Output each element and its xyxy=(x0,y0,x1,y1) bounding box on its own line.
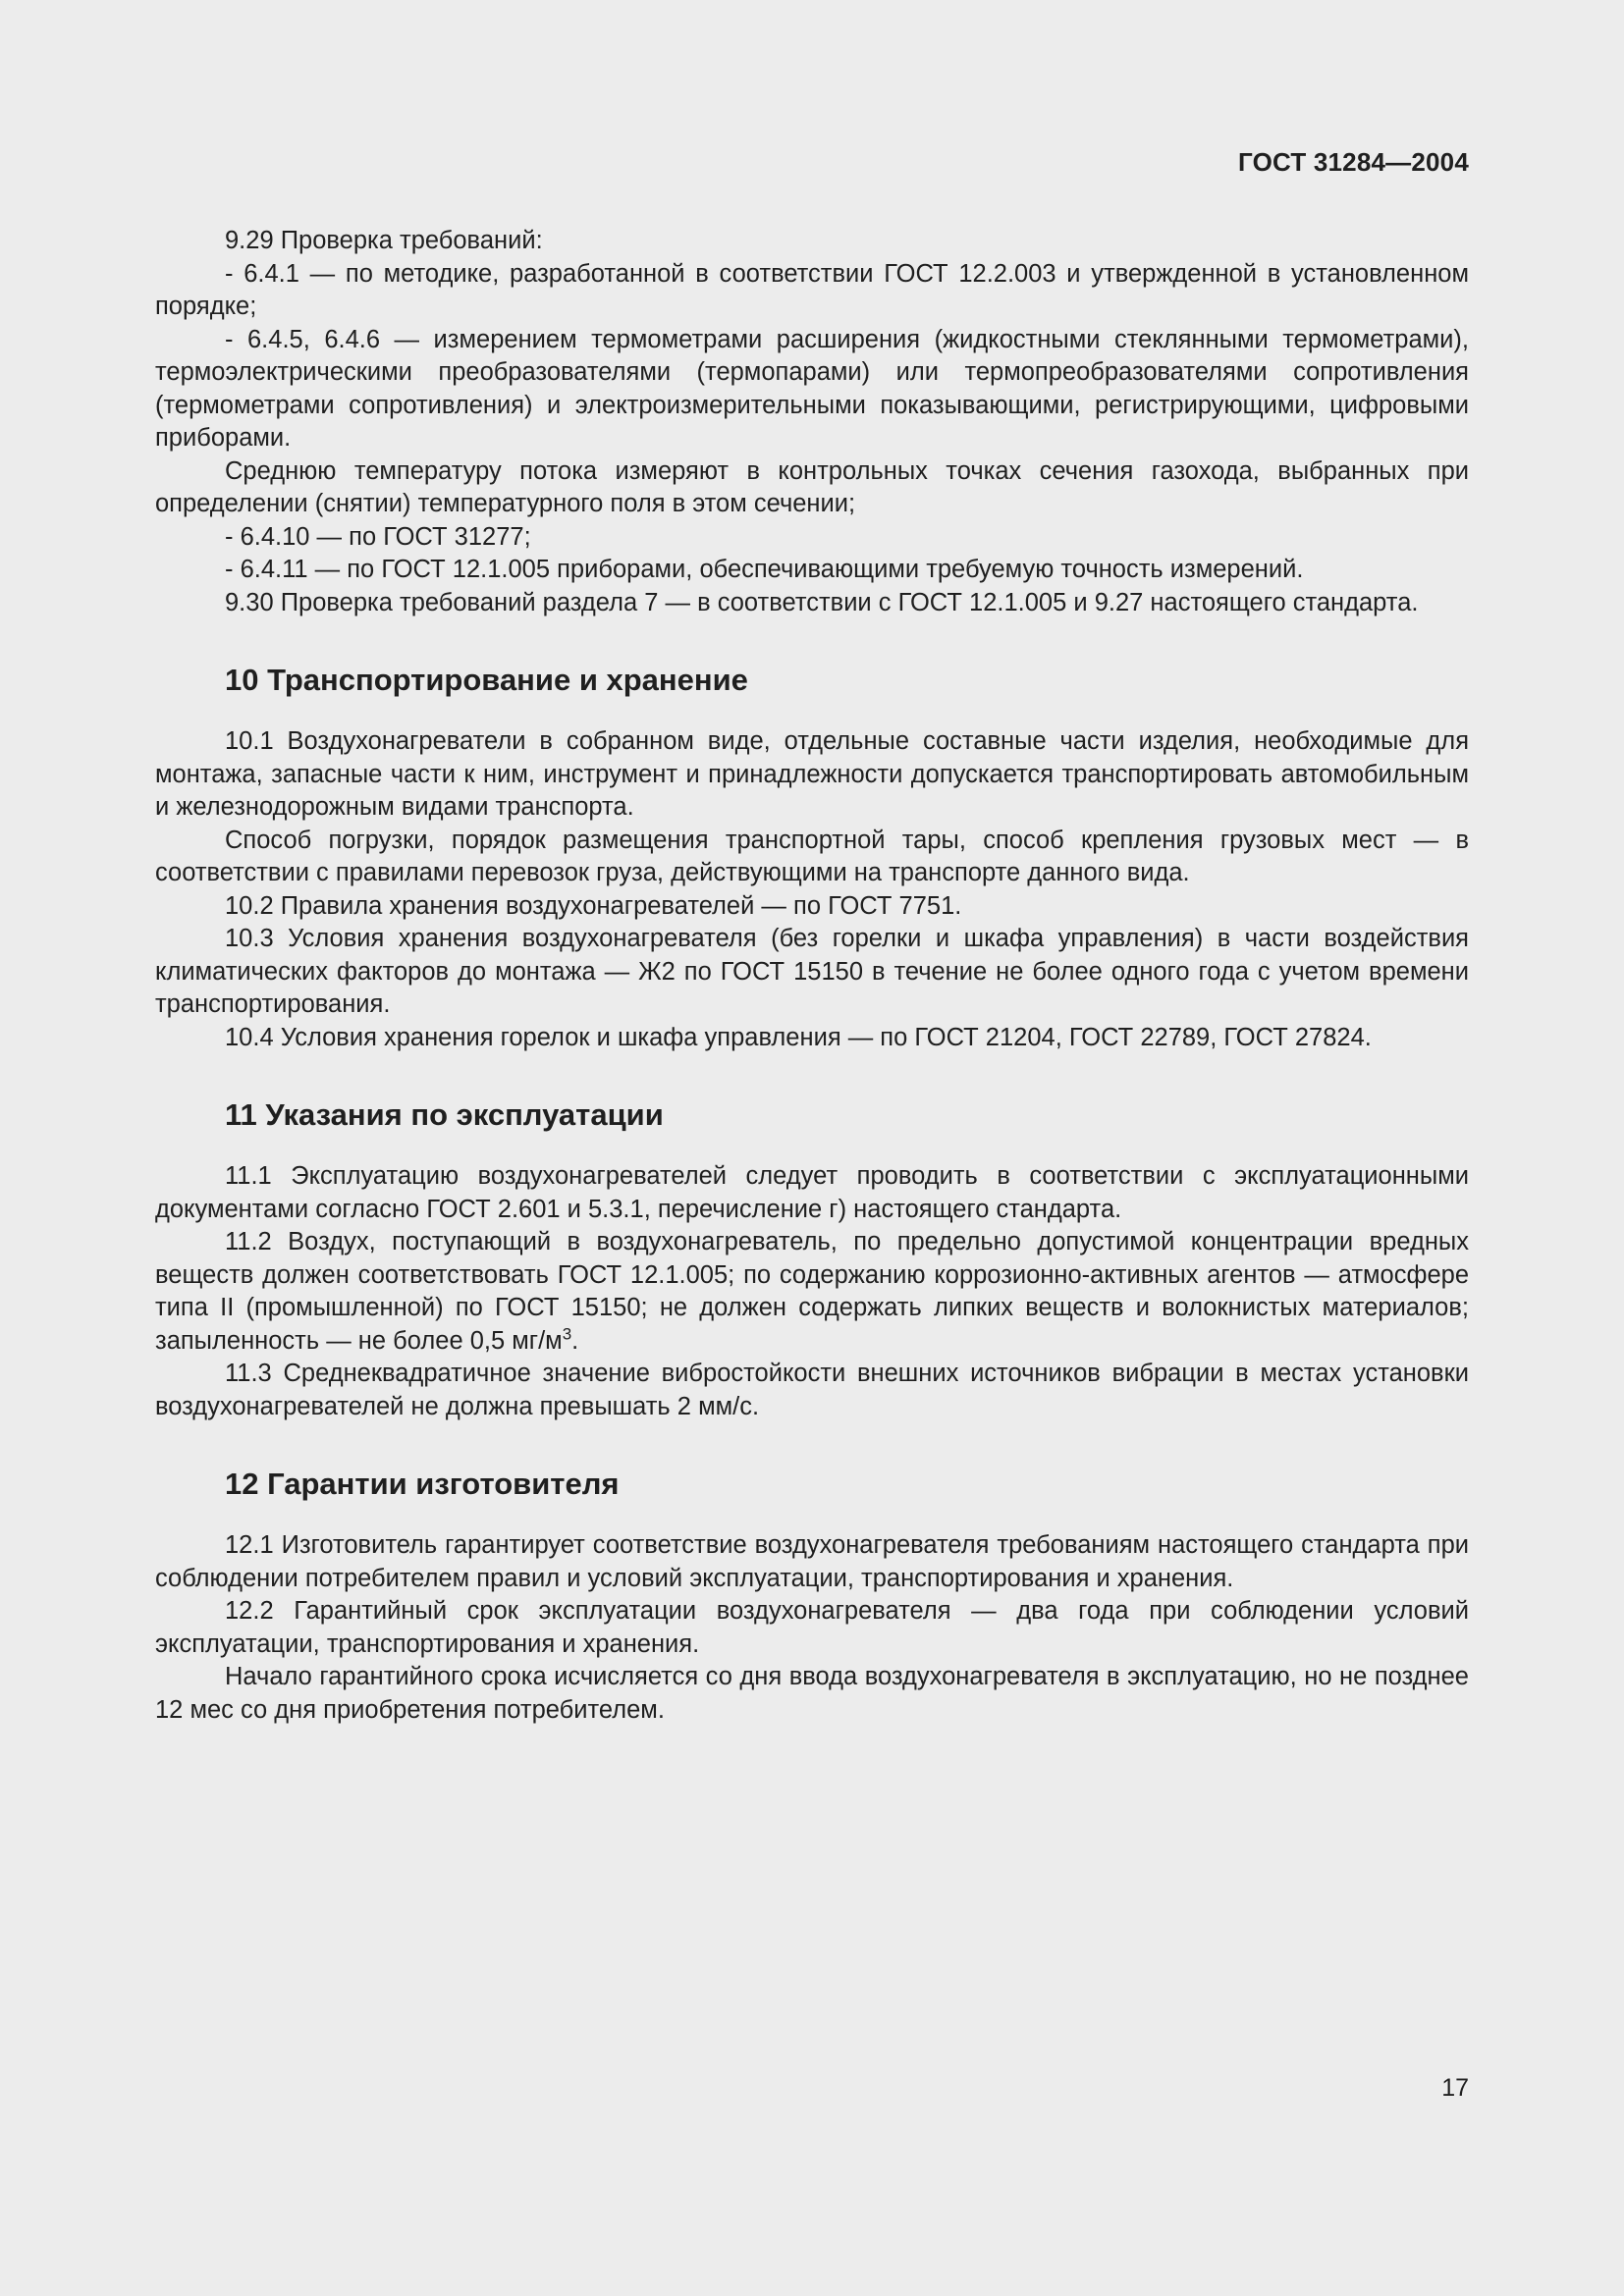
paragraph-12-1: 12.1 Изготовитель гарантирует соответствие воздухонагревателя требованиям настоящего стандарта при соблюдении потребителем правил и условий эксплуатации, транспортирования и хранения. xyxy=(155,1531,1469,1592)
superscript-exponent: 3 xyxy=(562,1324,572,1343)
section-heading-11: 11 Указания по эксплуатации xyxy=(225,1097,664,1132)
paragraph-9-29-item-2: - 6.4.5, 6.4.6 — измерением термометрами расширения (жидкостными стеклянными термометрами), термоэлектрическими преобразователями (термопарами) или термопреобразователями сопротивления (термометрами сопротивления) и электроизмерительными показывающими, регистрирующими, цифровыми приборами. xyxy=(155,325,1469,452)
paragraph-11-2 xyxy=(155,1226,1469,1358)
section-heading-12: 12 Гарантии изготовителя xyxy=(225,1467,620,1501)
paragraph-9-29-item-4: - 6.4.11 — по ГОСТ 12.1.005 приборами, обеспечивающими требуемую точность измерений. xyxy=(225,556,1304,583)
document-header: ГОСТ 31284—2004 xyxy=(1238,147,1469,177)
paragraph-10-3: 10.3 Условия хранения воздухонагревателя (без горелки и шкафа управления) в части воздействия климатических факторов до монтажа — Ж2 по ГОСТ 15150 в течение не более одного года с учетом времени транспортирования. xyxy=(155,925,1469,1018)
paragraph-average-temperature: Среднюю температуру потока измеряют в контрольных точках сечения газохода, выбранных при определении (снятии) температурного поля в этом сечении; xyxy=(155,456,1469,517)
paragraph-10-4: 10.4 Условия хранения горелок и шкафа управления — по ГОСТ 21204, ГОСТ 22789, ГОСТ 27824. xyxy=(225,1023,1372,1051)
document-body xyxy=(155,225,1469,1727)
paragraph-9-29: 9.29 Проверка требований: xyxy=(225,227,543,254)
paragraph-9-29-item-1: - 6.4.1 — по методике, разработанной в соответствии ГОСТ 12.2.003 и утвержденной в установленном порядке; xyxy=(155,259,1469,320)
paragraph-loading-method: Способ погрузки, порядок размещения транспортной тары, способ крепления грузовых мест — в соответствии с правилами перевозок груза, действующими на транспорте данного вида. xyxy=(155,826,1469,886)
paragraph-12-2: 12.2 Гарантийный срок эксплуатации воздухонагревателя — два года при соблюдении условий эксплуатации, транспортирования и хранения. xyxy=(155,1597,1469,1658)
paragraph-11-2-text: 11.2 Воздух, поступающий в воздухонагреватель, по предельно допустимой концентрации вредных веществ должен соответствовать ГОСТ 12.1.005; по содержанию коррозионно-активных агентов — атмосфере типа II (промышленной) по ГОСТ 15150; не должен содержать липких веществ и волокнистых материалов; запыленность — не более 0,5 мг/м xyxy=(155,1228,1469,1355)
paragraph-11-2-end: . xyxy=(571,1326,579,1355)
paragraph-9-29-item-3: - 6.4.10 — по ГОСТ 31277; xyxy=(225,522,531,551)
paragraph-10-2: 10.2 Правила хранения воздухонагревателей — по ГОСТ 7751. xyxy=(225,891,962,920)
paragraph-10-1: 10.1 Воздухонагреватели в собранном виде, отдельные составные части изделия, необходимые для монтажа, запасные части к ним, инструмент и принадлежности допускается транспортировать автомобильным и железнодорожным видами транспорта. xyxy=(155,727,1469,821)
paragraph-warranty-start: Начало гарантийного срока исчисляется со дня ввода воздухонагревателя в эксплуатацию, но не позднее 12 мес со дня приобретения потребителем. xyxy=(155,1663,1469,1724)
paragraph-11-3: 11.3 Среднеквадратичное значение вибростойкости внешних источников вибрации в местах установки воздухонагревателей не должна превышать 2 мм/с. xyxy=(155,1360,1469,1420)
paragraph-11-1: 11.1 Эксплуатацию воздухонагревателей следует проводить в соответствии с эксплуатационными документами согласно ГОСТ 2.601 и 5.3.1, перечисление г) настоящего стандарта. xyxy=(155,1162,1469,1223)
paragraph-9-30: 9.30 Проверка требований раздела 7 — в соответствии с ГОСТ 12.1.005 и 9.27 настоящего стандарта. xyxy=(225,588,1419,616)
section-heading-10: 10 Транспортирование и хранение xyxy=(225,663,748,697)
page-number: 17 xyxy=(1441,2074,1469,2102)
